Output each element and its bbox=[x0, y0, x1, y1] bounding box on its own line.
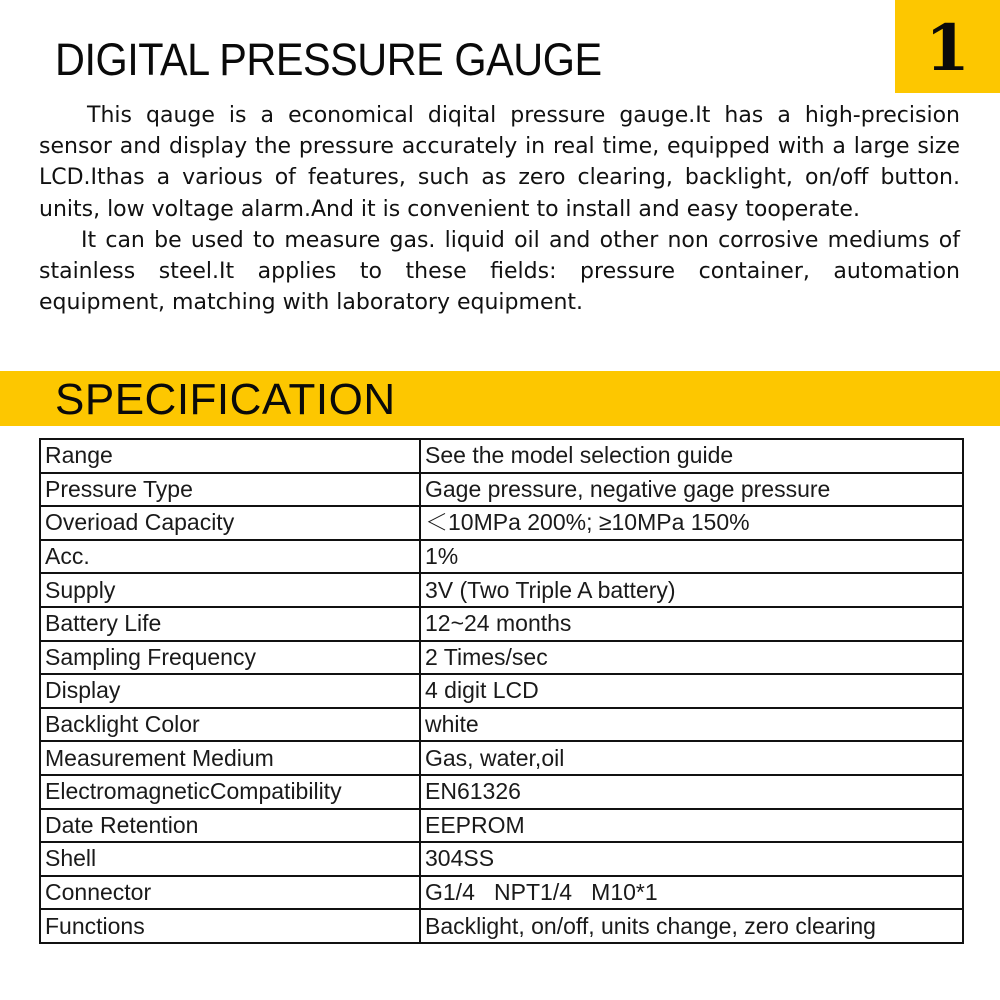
page-title: DIGITAL PRESSURE GAUGE bbox=[55, 34, 602, 85]
spec-key: Connector bbox=[40, 876, 420, 910]
spec-value: EN61326 bbox=[420, 775, 963, 809]
spec-value: 12~24 months bbox=[420, 607, 963, 641]
spec-value: Gas, water,oil bbox=[420, 741, 963, 775]
table-row bbox=[40, 876, 963, 910]
spec-value: Backlight, on/off, units change, zero clearing bbox=[420, 909, 963, 943]
spec-value: EEPROM bbox=[420, 809, 963, 843]
spec-key: Shell bbox=[40, 842, 420, 876]
table-row bbox=[40, 708, 963, 742]
spec-key: Date Retention bbox=[40, 809, 420, 843]
spec-value: G1/4 NPT1/4 M10*1 bbox=[420, 876, 963, 910]
specification-table bbox=[39, 438, 964, 944]
specification-heading: SPECIFICATION bbox=[55, 375, 396, 424]
spec-value: Gage pressure, negative gage pressure bbox=[420, 473, 963, 507]
spec-value: 4 digit LCD bbox=[420, 674, 963, 708]
spec-key: Sampling Frequency bbox=[40, 641, 420, 675]
spec-value: ＜10MPa 200%; ≥10MPa 150% bbox=[420, 506, 963, 540]
spec-key: Backlight Color bbox=[40, 708, 420, 742]
page-number-badge bbox=[895, 0, 1000, 93]
table-row bbox=[40, 573, 963, 607]
table-row bbox=[40, 909, 963, 943]
table-row bbox=[40, 607, 963, 641]
spec-key: Pressure Type bbox=[40, 473, 420, 507]
spec-value: See the model selection guide bbox=[420, 439, 963, 473]
spec-key: Range bbox=[40, 439, 420, 473]
table-row bbox=[40, 809, 963, 843]
spec-value: 1% bbox=[420, 540, 963, 574]
intro-paragraph-2: It can be used to measure gas. liquid oil and other non corrosive mediums of stainless steel.It applies to these fields: pressure container, automation equipment, matching with laboratory equipment. bbox=[39, 227, 960, 316]
spec-key: Functions bbox=[40, 909, 420, 943]
table-row bbox=[40, 842, 963, 876]
table-row bbox=[40, 641, 963, 675]
spec-key: Battery Life bbox=[40, 607, 420, 641]
spec-value: white bbox=[420, 708, 963, 742]
spec-key: Measurement Medium bbox=[40, 741, 420, 775]
table-row bbox=[40, 473, 963, 507]
spec-value: 3V (Two Triple A battery) bbox=[420, 573, 963, 607]
specification-banner bbox=[0, 371, 1000, 426]
spec-value: 304SS bbox=[420, 842, 963, 876]
spec-key: Acc. bbox=[40, 540, 420, 574]
table-row bbox=[40, 674, 963, 708]
intro-text bbox=[39, 100, 960, 318]
table-row bbox=[40, 506, 963, 540]
spec-value: 2 Times/sec bbox=[420, 641, 963, 675]
page-number: 1 bbox=[925, 11, 970, 86]
table-row bbox=[40, 540, 963, 574]
table-row bbox=[40, 775, 963, 809]
spec-key: ElectromagneticCompatibility bbox=[40, 775, 420, 809]
intro-paragraph-1: This qauge is a economical diqital pressure gauge.It has a high-precision sensor and display the pressure accurately in real time, equipped with a large size LCD.Ithas a various of features, such as zero clearing, backlight, on/off button. units, low voltage alarm.And it is convenient to install and easy tooperate. bbox=[39, 103, 960, 222]
spec-key: Supply bbox=[40, 573, 420, 607]
table-row bbox=[40, 741, 963, 775]
table-row bbox=[40, 439, 963, 473]
spec-key: Overioad Capacity bbox=[40, 506, 420, 540]
spec-key: Display bbox=[40, 674, 420, 708]
